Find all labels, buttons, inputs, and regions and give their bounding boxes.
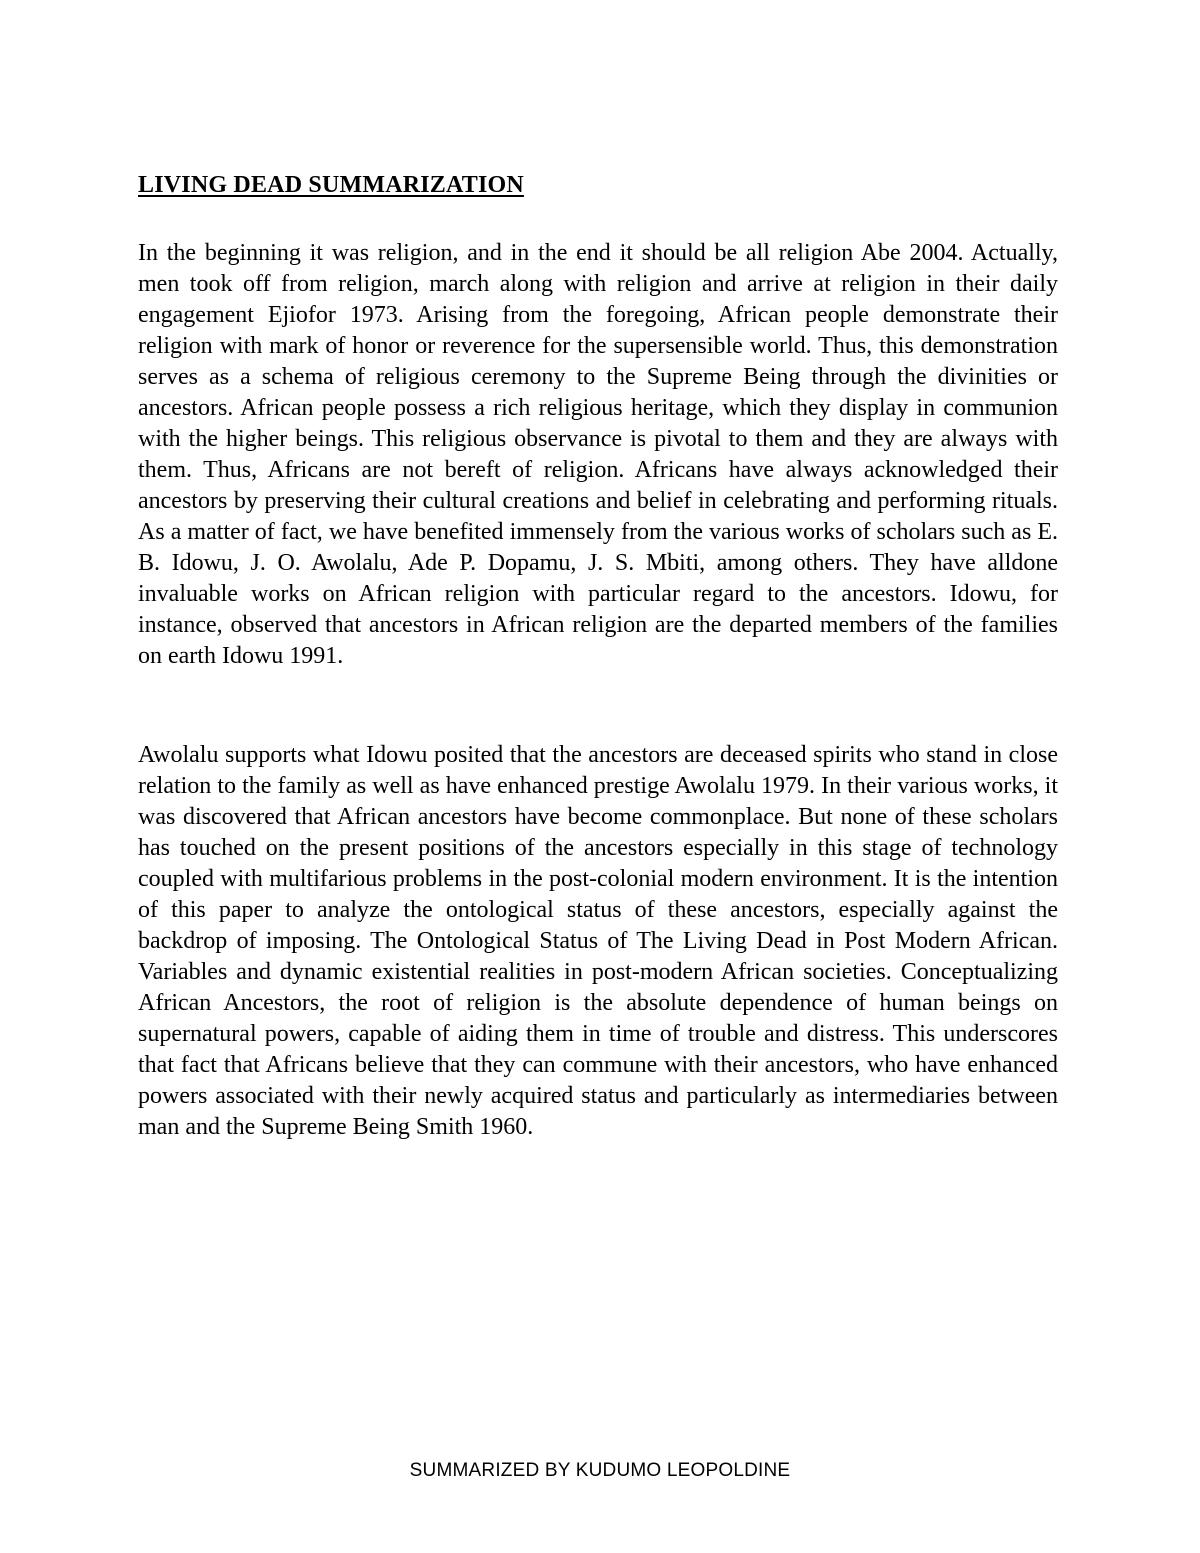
page-footer: SUMMARIZED BY KUDUMO LEOPOLDINE — [409, 1460, 791, 1481]
body-paragraph-1: In the beginning it was religion, and in the end it should be all religion Abe 2004. Actually, men took off from religion, march along with religion and arrive at religion in their daily engagement Ejiofor 1973. Arising from the foregoing, African people demonstrate their religion with mark of honor or reverence for the supersensible world. Thus, this demonstration serves as a schema of religious ceremony to the Supreme Being through the divinities or ancestors. African people possess a rich religious heritage, which they display in communion with the higher beings. This religious observance is pivotal to them and they are always with them. Thus, Africans are not bereft of religion. Africans have always acknowledged their ancestors by preserving their cultural creations and belief in celebrating and performing rituals. As a matter of fact, we have benefited immensely from the various works of scholars such as E. B. Idowu, J. O. Awolalu, Ade P. Dopamu, J. S. Mbiti, among others. They have alldone invaluable works on African religion with particular regard to the ancestors. Idowu, for instance, observed that ancestors in African religion are the departed members of the families on earth Idowu 1991. — [138, 240, 1058, 669]
document-title: LIVING DEAD SUMMARIZATION — [138, 172, 524, 198]
body-paragraph-2: Awolalu supports what Idowu posited that the ancestors are deceased spirits who stand in close relation to the family as well as have enhanced prestige Awolalu 1979. In their various works, it was discovered that African ancestors have become commonplace. But none of these scholars has touched on the present positions of the ancestors especially in this stage of technology coupled with multifarious problems in the post-colonial modern environment. It is the intention of this paper to analyze the ontological status of these ancestors, especially against the backdrop of imposing. The Ontological Status of The Living Dead in Post Modern African. Variables and dynamic existential realities in post-modern African societies. Conceptualizing African Ancestors, the root of religion is the absolute dependence of human beings on supernatural powers, capable of aiding them in time of trouble and distress. This underscores that fact that Africans believe that they can commune with their ancestors, who have enhanced powers associated with their newly acquired status and particularly as intermediaries between man and the Supreme Being Smith 1960. — [138, 742, 1058, 1140]
